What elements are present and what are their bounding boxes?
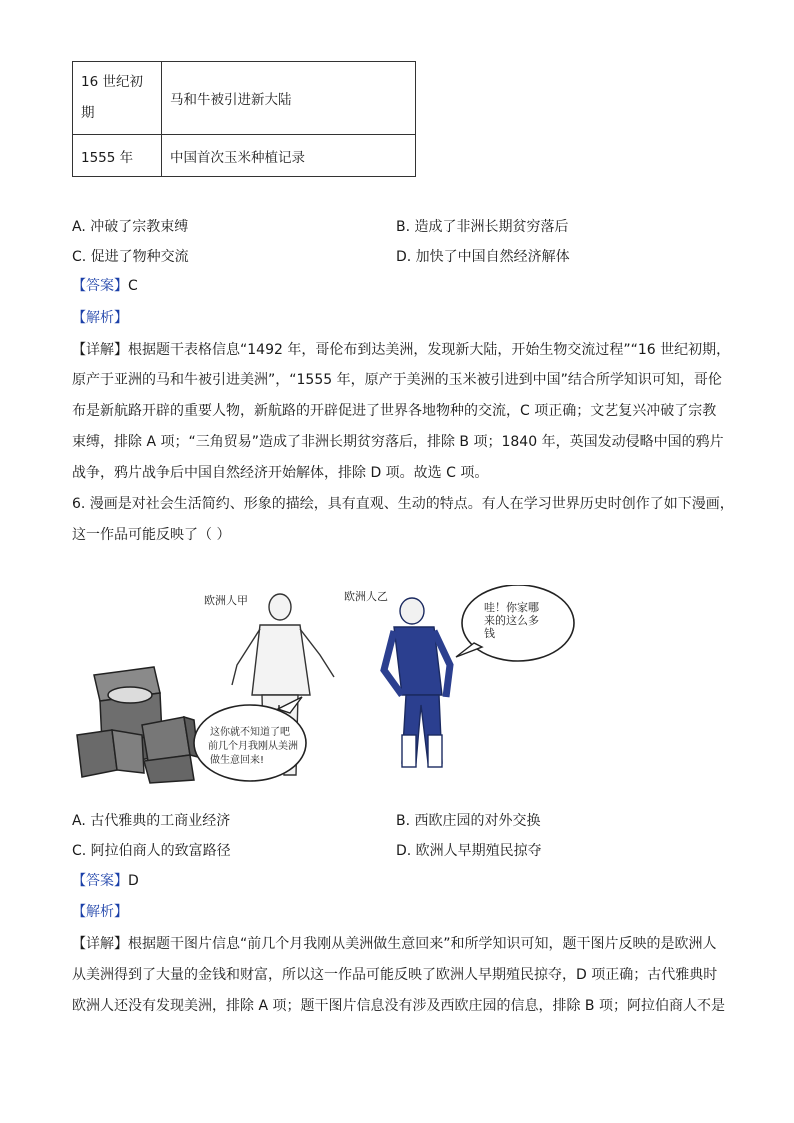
q5-option-a: A. 冲破了宗教束缚 bbox=[72, 219, 189, 235]
event-table bbox=[72, 61, 416, 177]
event-cell: 马和牛被引进新大陆 bbox=[162, 62, 416, 135]
cartoon-image bbox=[72, 585, 592, 785]
q5-option-d: D. 加快了中国自然经济解体 bbox=[396, 249, 570, 265]
q5-detail-line: 束缚，排除 A 项；“三角贸易”造成了非洲长期贫穷落后，排除 B 项；1840 年，英国发动侵略中国的鸦片 bbox=[72, 434, 724, 450]
q5-option-b: B. 造成了非洲长期贫穷落后 bbox=[396, 219, 569, 235]
answer-tag: 【答案】 bbox=[72, 278, 128, 294]
speech-bubble-a bbox=[194, 697, 306, 781]
q6-detail-line: 从美洲得到了大量的金钱和财富，所以这一作品可能反映了欧洲人早期殖民掠夺，D 项正确；古代雅典时 bbox=[72, 967, 718, 983]
bubble-a-line: 这你就不知道了吧 bbox=[210, 727, 290, 738]
answer-tag: 【答案】 bbox=[72, 873, 128, 889]
bubble-b-line: 来的这么多 bbox=[484, 614, 539, 627]
year-line: 16 世纪初 bbox=[81, 74, 143, 90]
q5-option-c: C. 促进了物种交流 bbox=[72, 249, 189, 265]
detail-tag: 【详解】 bbox=[72, 342, 128, 358]
q5-detail-line: 【详解】根据题干表格信息“1492 年，哥伦布到达美洲，发现新大陆，开始生物交流过程”“16 世纪初期， bbox=[72, 342, 731, 358]
q5-detail-line: 布是新航路开辟的重要人物，新航路的开辟促进了世界各地物种的交流，C 项正确；文艺复兴冲破了宗教 bbox=[72, 403, 717, 419]
q5-detail-line: 战争，鸦片战争后中国自然经济开始解体，排除 D 项。故选 C 项。 bbox=[72, 465, 489, 481]
q6-option-d: D. 欧洲人早期殖民掠夺 bbox=[396, 843, 542, 859]
detail-tag: 【详解】 bbox=[72, 936, 128, 952]
q6-stem-line: 这一作品可能反映了（ ） bbox=[72, 527, 231, 543]
q6-detail-line: 欧洲人还没有发现美洲，排除 A 项；题干图片信息没有涉及西欧庄园的信息，排除 B 项；阿拉伯商人不是 bbox=[72, 998, 725, 1014]
label-person-b: 欧洲人乙 bbox=[344, 590, 388, 603]
person-b-figure bbox=[384, 598, 450, 767]
q6-analysis-tag: 【解析】 bbox=[72, 904, 128, 920]
q6-answer bbox=[72, 871, 139, 891]
q5-analysis-tag: 【解析】 bbox=[72, 310, 128, 326]
bubble-a-line: 前几个月我刚从美洲 bbox=[208, 741, 298, 752]
year-cell bbox=[73, 62, 162, 135]
q6-option-c: C. 阿拉伯商人的致富路径 bbox=[72, 843, 231, 859]
answer-value: C bbox=[128, 278, 138, 294]
event-cell: 中国首次玉米种植记录 bbox=[162, 135, 416, 177]
q5-answer bbox=[72, 276, 138, 296]
year-line: 期 bbox=[81, 105, 95, 121]
q5-detail-line: 原产于亚洲的马和牛被引进美洲”，“1555 年，原产于美洲的玉米被引进到中国”结合所学知识可知，哥伦 bbox=[72, 372, 722, 388]
table-row bbox=[73, 62, 416, 135]
q6-stem-line: 6. 漫画是对社会生活简约、形象的描绘，具有直观、生动的特点。有人在学习世界历史时创作了如下漫画， bbox=[72, 496, 734, 512]
answer-value: D bbox=[128, 873, 139, 889]
q6-option-b: B. 西欧庄园的对外交换 bbox=[396, 813, 541, 829]
q6-detail-line: 【详解】根据题干图片信息“前几个月我刚从美洲做生意回来”和所学知识可知，题干图片反映的是欧洲人 bbox=[72, 936, 717, 952]
q6-option-a: A. 古代雅典的工商业经济 bbox=[72, 813, 231, 829]
year-cell: 1555 年 bbox=[73, 135, 162, 177]
table-row bbox=[73, 135, 416, 177]
treasure-chest-icon bbox=[77, 667, 198, 783]
bubble-a-line: 做生意回来! bbox=[210, 755, 265, 766]
bubble-b-line: 哇！你家哪 bbox=[484, 601, 539, 614]
label-person-a: 欧洲人甲 bbox=[204, 594, 248, 607]
bubble-b-line: 钱 bbox=[484, 627, 495, 640]
